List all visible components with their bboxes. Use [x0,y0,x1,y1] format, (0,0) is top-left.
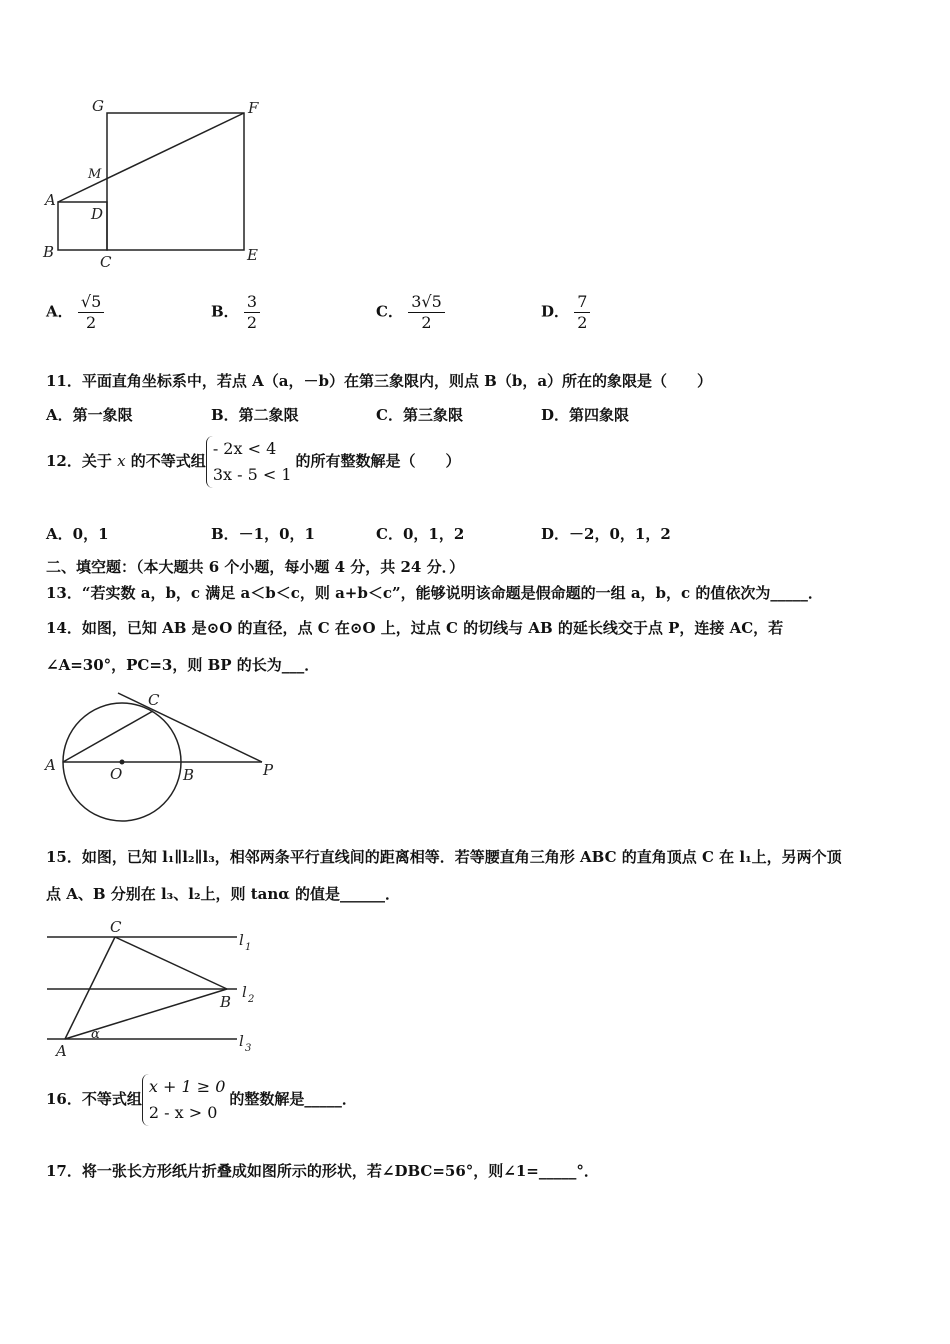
label-m: M [88,167,102,182]
q16-stem-post: 的整数解是_____． [229,1090,357,1108]
fraction [78,292,104,333]
numerator: 3√5 [408,292,445,313]
label-e: E [247,246,258,264]
tangent-line-cp [118,693,262,762]
q11-option-d[interactable]: D．第四象限 [541,406,630,424]
denominator: 2 [85,313,97,332]
label-l2-subscript: 2 [248,994,255,1005]
q10-option-c[interactable] [376,292,445,333]
option-letter: A． [46,302,73,321]
option-letter: B． [211,302,239,321]
center-point-o [120,760,125,765]
label-b: B [183,766,195,784]
q16-inequality-1: x + 1 ≥ 0 [148,1077,226,1096]
q12-option-b[interactable]: B．－1，0，1 [211,525,315,543]
q16-stem [46,1074,357,1126]
q14-stem-line1: 14．如图，已知 AB 是⊙O 的直径，点 C 在⊙O 上，过点 C 的切线与 AB 的延长线交于点 P，连接 AC，若 [46,619,784,637]
label-l1: l [239,931,244,949]
q12-stem-pre: 12．关于 [46,452,118,470]
q10-option-b[interactable] [211,292,260,333]
label-a: A [45,191,56,209]
label-b: B [43,243,55,261]
q12-stem-mid: 的不等式组 [125,452,206,470]
label-l1-subscript: 1 [245,942,252,953]
fraction [574,292,590,333]
q11-option-c[interactable]: C．第三象限 [376,406,463,424]
figure-q10-rectangles [40,95,280,275]
segment-ca [65,937,115,1039]
label-l3: l [239,1032,244,1050]
section-2-heading: 二、填空题：（本大题共 6 个小题，每小题 4 分，共 24 分．） [46,558,465,576]
label-d: D [91,205,104,223]
q11-option-b[interactable]: B．第二象限 [211,406,299,424]
label-c: C [148,691,160,709]
numerator: √5 [78,292,104,313]
q12-stem [46,436,461,488]
label-c: C [110,918,122,936]
label-p: P [263,761,274,779]
option-letter: C． [376,302,403,321]
numerator: 3 [244,292,260,313]
label-c: C [100,253,112,271]
q11-stem: 11．平面直角坐标系中，若点 A（a，－b）在第三象限内，则点 B（b，a）所在的象限是（ ） [46,372,713,390]
q10-option-d[interactable] [541,292,590,333]
q11-option-a[interactable]: A．第一象限 [46,406,133,424]
q16-stem-pre: 16．不等式组 [46,1090,142,1108]
denominator: 2 [246,313,258,332]
q14-stem-line2: ∠A=30°，PC=3，则 BP 的长为___． [46,656,320,674]
q12-variable: x [117,452,126,470]
q12-inequality-1: - 2x < 4 [212,439,277,458]
label-l3-subscript: 3 [245,1043,252,1054]
q12-inequality-system [206,436,296,488]
label-alpha: α [91,1027,100,1042]
label-b: B [220,993,232,1011]
q10-option-a[interactable] [46,292,104,333]
label-a: A [45,756,56,774]
q15-stem-line1: 15．如图，已知 l₁∥l₂∥l₃，相邻两条平行直线间的距离相等．若等腰直角三角形 ABC 的直角顶点 C 在 l₁上，另两个顶 [46,848,842,866]
segment-ab [65,989,227,1039]
segment-cb [115,937,227,989]
segment-af [58,113,244,202]
q16-inequality-2: 2 - x > 0 [148,1103,218,1122]
q12-option-a[interactable]: A．0，1 [46,525,109,543]
figure-q14-circle [40,685,290,825]
segment-ac [63,711,153,762]
label-a: A [56,1042,67,1060]
q16-inequality-system [142,1074,230,1126]
label-o: O [110,765,123,783]
figure-q15-parallel-lines [40,915,270,1060]
label-l2: l [242,983,247,1001]
fraction [408,292,445,333]
fraction [244,292,260,333]
numerator: 7 [574,292,590,313]
q12-option-c[interactable]: C．0，1，2 [376,525,465,543]
square-cefg [107,113,244,250]
q13-stem: 13．“若实数 a，b，c 满足 a＜b＜c，则 a+b＜c”，能够说明该命题是假命题的一组 a，b，c 的值依次为_____． [46,584,823,602]
option-letter: D． [541,302,570,321]
label-g: G [92,97,104,115]
denominator: 2 [577,313,588,332]
q12-stem-post: 的所有整数解是（ ） [295,452,461,470]
q15-stem-line2: 点 A、B 分别在 l₃、l₂上，则 tanα 的值是______． [46,885,401,903]
q12-option-d[interactable]: D．－2，0，1，2 [541,525,671,543]
label-f: F [248,99,259,117]
q12-inequality-2: 3x - 5 < 1 [212,465,292,484]
denominator: 2 [421,313,432,332]
q17-stem: 17．将一张长方形纸片折叠成如图所示的形状，若∠DBC=56°，则∠1=_____°． [46,1162,599,1180]
